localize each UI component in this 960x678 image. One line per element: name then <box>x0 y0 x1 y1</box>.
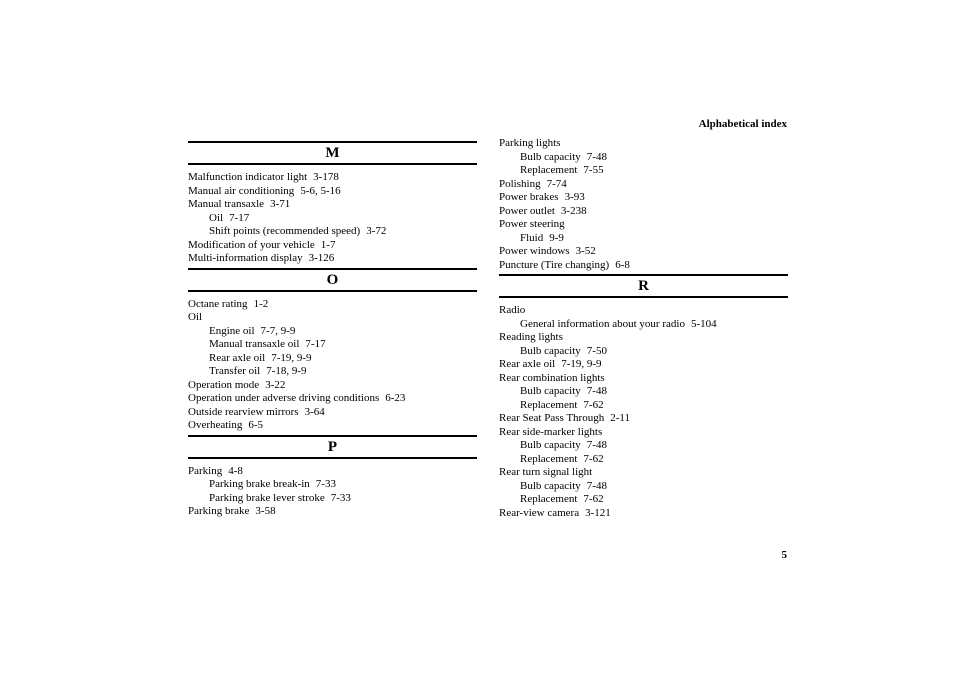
index-column-right <box>499 137 788 520</box>
entry-text: Oil <box>209 211 224 224</box>
entry-text: Manual transaxle <box>188 198 265 210</box>
index-entry <box>188 392 477 406</box>
index-entry <box>499 259 788 273</box>
index-section <box>188 435 477 519</box>
entry-page-ref: 6-23 <box>385 392 406 404</box>
index-subentry <box>188 478 477 492</box>
index-section <box>499 274 788 520</box>
entry-page-ref: 7-48 <box>586 385 607 397</box>
index-subentry <box>499 232 788 246</box>
entry-text: General information about your radio <box>520 317 685 330</box>
entry-page-ref: 3-71 <box>270 198 291 210</box>
index-subentry <box>188 225 477 239</box>
index-entry <box>499 507 788 521</box>
entry-text: Manual transaxle oil <box>209 338 300 350</box>
entry-text: Rear-view camera <box>499 506 580 519</box>
index-entry <box>499 191 788 205</box>
entry-text: Operation under adverse driving conditions <box>188 392 380 404</box>
entry-text: Power brakes <box>499 191 559 203</box>
index-subentry <box>188 325 477 339</box>
index-subentry <box>499 385 788 399</box>
entry-page-ref: 3-64 <box>304 405 325 418</box>
index-section <box>188 268 477 435</box>
entry-page-ref: 7-19, 9-9 <box>271 351 312 364</box>
index-subentry <box>188 212 477 226</box>
entry-page-ref: 7-18, 9-9 <box>266 365 307 377</box>
entry-page-ref: 1-2 <box>253 297 269 310</box>
entry-page-ref: 1-7 <box>320 238 336 251</box>
index-entry <box>188 198 477 212</box>
index-section <box>499 137 788 274</box>
entry-text: Oil <box>188 311 203 323</box>
index-entry <box>499 331 788 345</box>
page-header-title: Alphabetical index <box>698 118 787 130</box>
entry-page-ref: 7-17 <box>305 338 326 350</box>
entry-page-ref: 5-6, 5-16 <box>300 184 341 197</box>
index-entry <box>188 379 477 393</box>
entry-text: Replacement <box>520 493 578 505</box>
entry-text: Outside rearview mirrors <box>188 405 299 418</box>
entry-text: Rear Seat Pass Through <box>499 412 605 424</box>
index-entry <box>499 372 788 386</box>
index-subentry <box>499 345 788 359</box>
entry-text: Malfunction indicator light <box>188 171 308 183</box>
entry-text: Rear axle oil <box>499 358 556 370</box>
index-entry <box>499 218 788 232</box>
index-entry <box>499 412 788 426</box>
entry-text: Manual air conditioning <box>188 184 295 197</box>
entry-page-ref: 3-58 <box>255 505 276 517</box>
entry-text: Parking brake break-in <box>209 478 310 490</box>
index-entry <box>499 426 788 440</box>
entry-text: Rear combination lights <box>499 371 605 384</box>
entry-page-ref: 7-48 <box>586 439 607 451</box>
entry-text: Bulb capacity <box>520 479 581 492</box>
entry-page-ref: 2-11 <box>610 412 630 424</box>
entry-text: Replacement <box>520 398 578 411</box>
entry-text: Rear turn signal light <box>499 466 593 478</box>
entry-page-ref: 7-17 <box>229 211 250 224</box>
index-entry <box>499 205 788 219</box>
entry-text: Rear side-marker lights <box>499 425 603 438</box>
index-subentry <box>188 492 477 506</box>
index-subentry <box>499 439 788 453</box>
index-entry <box>188 406 477 420</box>
entry-page-ref: 7-74 <box>546 177 567 190</box>
entry-text: Bulb capacity <box>520 150 581 163</box>
entry-text: Engine oil <box>209 324 255 337</box>
index-subentry <box>499 493 788 507</box>
entry-page-ref: 7-62 <box>583 452 604 465</box>
entry-page-ref: 3-93 <box>564 191 585 203</box>
index-entry <box>499 245 788 259</box>
entry-page-ref: 3-126 <box>308 252 335 264</box>
entry-page-ref: 6-8 <box>615 258 630 271</box>
entry-page-ref: 7-33 <box>330 491 351 504</box>
index-entry <box>499 466 788 480</box>
entry-text: Overheating <box>188 419 243 431</box>
entry-page-ref: 7-48 <box>586 150 607 163</box>
entry-text: Shift points (recommended speed) <box>209 225 361 237</box>
entry-page-ref: 7-62 <box>583 493 604 505</box>
section-letter-header: P <box>188 435 477 459</box>
section-letter-header: R <box>499 274 788 298</box>
index-entry <box>188 311 477 325</box>
entry-text: Reading lights <box>499 331 563 343</box>
index-subentry <box>188 338 477 352</box>
entry-text: Replacement <box>520 164 578 176</box>
index-entry <box>188 185 477 199</box>
index-section <box>188 141 477 268</box>
entry-text: Octane rating <box>188 297 248 310</box>
entry-page-ref: 7-7, 9-9 <box>260 324 296 337</box>
entry-page-ref: 7-48 <box>586 479 607 492</box>
index-entry <box>499 137 788 151</box>
section-letter-header: M <box>188 141 477 165</box>
entry-text: Power steering <box>499 218 565 230</box>
entry-text: Parking <box>188 464 223 477</box>
entry-page-ref: 7-55 <box>583 164 604 176</box>
entry-page-ref: 3-238 <box>560 204 587 217</box>
index-entry <box>188 171 477 185</box>
entry-page-ref: 6-5 <box>248 419 264 431</box>
entry-text: Power outlet <box>499 204 555 217</box>
entry-text: Modification of your vehicle <box>188 238 315 251</box>
entry-page-ref: 3-178 <box>313 171 339 183</box>
entry-page-ref: 4-8 <box>228 464 243 477</box>
entry-text: Multi-information display <box>188 252 303 264</box>
entry-text: Fluid <box>520 231 544 244</box>
index-entry <box>188 252 477 266</box>
entry-text: Bulb capacity <box>520 344 581 357</box>
entry-text: Bulb capacity <box>520 385 581 397</box>
entry-text: Operation mode <box>188 378 260 391</box>
entry-text: Replacement <box>520 452 578 465</box>
section-letter-header: O <box>188 268 477 292</box>
index-subentry <box>188 352 477 366</box>
entry-text: Transfer oil <box>209 365 261 377</box>
page-number: 5 <box>781 549 787 561</box>
entry-text: Parking lights <box>499 137 561 149</box>
entry-page-ref: 7-19, 9-9 <box>561 358 602 370</box>
entry-page-ref: 7-33 <box>315 478 336 490</box>
index-subentry <box>499 318 788 332</box>
index-entry <box>188 465 477 479</box>
index-subentry <box>499 399 788 413</box>
index-entry <box>499 358 788 372</box>
entry-text: Parking brake <box>188 505 250 517</box>
entry-text: Power windows <box>499 245 570 257</box>
index-entry <box>188 239 477 253</box>
index-entry <box>188 505 477 519</box>
entry-page-ref: 7-50 <box>586 344 607 357</box>
index-subentry <box>499 164 788 178</box>
index-subentry <box>188 365 477 379</box>
index-subentry <box>499 453 788 467</box>
entry-text: Radio <box>499 304 526 316</box>
entry-page-ref: 3-121 <box>585 506 611 519</box>
index-entry <box>188 419 477 433</box>
entry-text: Rear axle oil <box>209 351 266 364</box>
index-subentry <box>499 151 788 165</box>
entry-page-ref: 9-9 <box>549 231 564 244</box>
entry-text: Parking brake lever stroke <box>209 491 325 504</box>
index-subentry <box>499 480 788 494</box>
entry-page-ref: 5-104 <box>690 317 717 330</box>
index-entry <box>188 298 477 312</box>
entry-text: Bulb capacity <box>520 439 581 451</box>
index-entry <box>499 304 788 318</box>
entry-page-ref: 3-52 <box>575 245 596 257</box>
index-column-left <box>188 141 477 519</box>
entry-page-ref: 7-62 <box>583 398 604 411</box>
entry-text: Puncture (Tire changing) <box>499 258 610 271</box>
entry-text: Polishing <box>499 177 541 190</box>
entry-page-ref: 3-22 <box>265 378 286 391</box>
entry-page-ref: 3-72 <box>366 225 387 237</box>
index-entry <box>499 178 788 192</box>
